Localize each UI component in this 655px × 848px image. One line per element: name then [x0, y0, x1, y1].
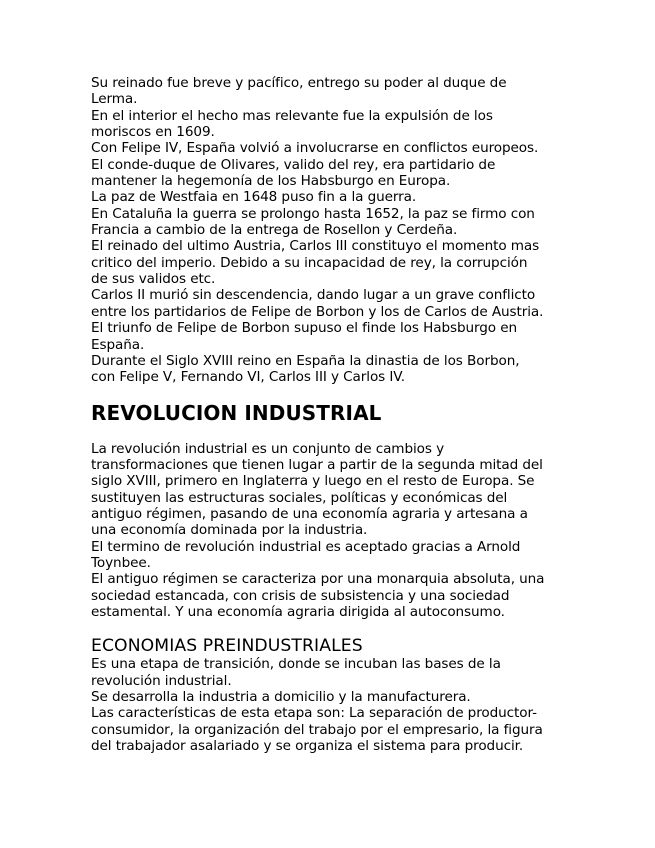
text-line: de sus validos etc. — [91, 271, 216, 288]
text-line: revolución industrial. — [91, 672, 232, 689]
text-line: sociedad estancada, con crisis de subsistencia y una sociedad — [91, 587, 510, 604]
text-line: Carlos II murió sin descendencia, dando lugar a un grave conflicto — [91, 287, 536, 304]
text-line: consumidor, la organización del trabajo por el empresario, la figura — [91, 721, 543, 738]
text-line: El antiguo régimen se caracteriza por una monarquia absoluta, una — [91, 571, 545, 588]
text-line: La revolución industrial es un conjunto de cambios y — [91, 440, 445, 457]
text-line: Lerma. — [91, 91, 138, 108]
revolucion-industrial-paragraph — [91, 441, 571, 621]
text-line: Su reinado fue breve y pacífico, entrego su poder al duque de — [91, 75, 507, 91]
text-line: El reinado del ultimo Austria, Carlos III constituyo el momento mas — [91, 238, 540, 255]
text-line: En Cataluña la guerra se prolongo hasta 1652, la paz se firmo con — [91, 205, 535, 222]
text-line: Francia a cambio de la entrega de Rosellon y Cerdeña. — [91, 222, 458, 239]
text-line: moriscos en 1609. — [91, 124, 215, 141]
section-heading-revolucion-industrial: REVOLUCION INDUSTRIAL — [91, 400, 382, 425]
text-line: Con Felipe IV, España volvió a involucrarse en conflictos europeos. — [91, 140, 539, 157]
text-line: siglo XVIII, primero en Inglaterra y luego en el resto de Europa. Se — [91, 473, 535, 490]
text-line: El triunfo de Felipe de Borbon supuso el finde los Habsburgo en — [91, 320, 517, 337]
text-line: Durante el Siglo XVIII reino en España la dinastia de los Borbon, — [91, 352, 520, 369]
text-line: antiguo régimen, pasando de una economía agraria y artesana a — [91, 505, 528, 522]
text-line: transformaciones que tienen lugar a partir de la segunda mitad del — [91, 456, 543, 473]
text-line: Toynbee. — [91, 554, 151, 571]
document-page — [91, 75, 571, 754]
text-line: La paz de Westfaia en 1648 puso fin a la guerra. — [91, 189, 417, 206]
section-heading-economias-preindustriales: ECONOMIAS PREINDUSTRIALES — [91, 636, 363, 657]
text-line: El conde-duque de Olivares, valido del rey, era partidario de — [91, 156, 496, 173]
text-line: con Felipe V, Fernando VI, Carlos III y Carlos IV. — [91, 369, 405, 386]
text-line: Es una etapa de transición, donde se incuban las bases de la — [91, 656, 501, 673]
text-line: Las características de esta etapa son: La separación de productor- — [91, 705, 537, 722]
text-line: estamental. Y una economía agraria dirigida al autoconsumo. — [91, 603, 505, 620]
text-line: Se desarrolla la industria a domicilio y la manufacturera. — [91, 689, 471, 705]
text-line: El termino de revolución industrial es aceptado gracias a Arnold — [91, 538, 521, 555]
text-line: del trabajador asalariado y se organiza el sistema para producir. — [91, 738, 524, 755]
economias-preindustriales-paragraph — [91, 656, 571, 754]
text-line: critico del imperio. Debido a su incapacidad de rey, la corrupción — [91, 254, 528, 271]
text-line: entre los partidarios de Felipe de Borbon y los de Carlos de Austria. — [91, 303, 544, 320]
text-line: una economía dominada por la industria. — [91, 522, 368, 539]
text-line: sustituyen las estructuras sociales, políticas y económicas del — [91, 489, 508, 506]
text-line: España. — [91, 336, 145, 353]
text-line: mantener la hegemonía de los Habsburgo en Europa. — [91, 173, 451, 190]
text-line: En el interior el hecho mas relevante fue la expulsión de los — [91, 107, 493, 124]
intro-paragraph — [91, 75, 571, 386]
